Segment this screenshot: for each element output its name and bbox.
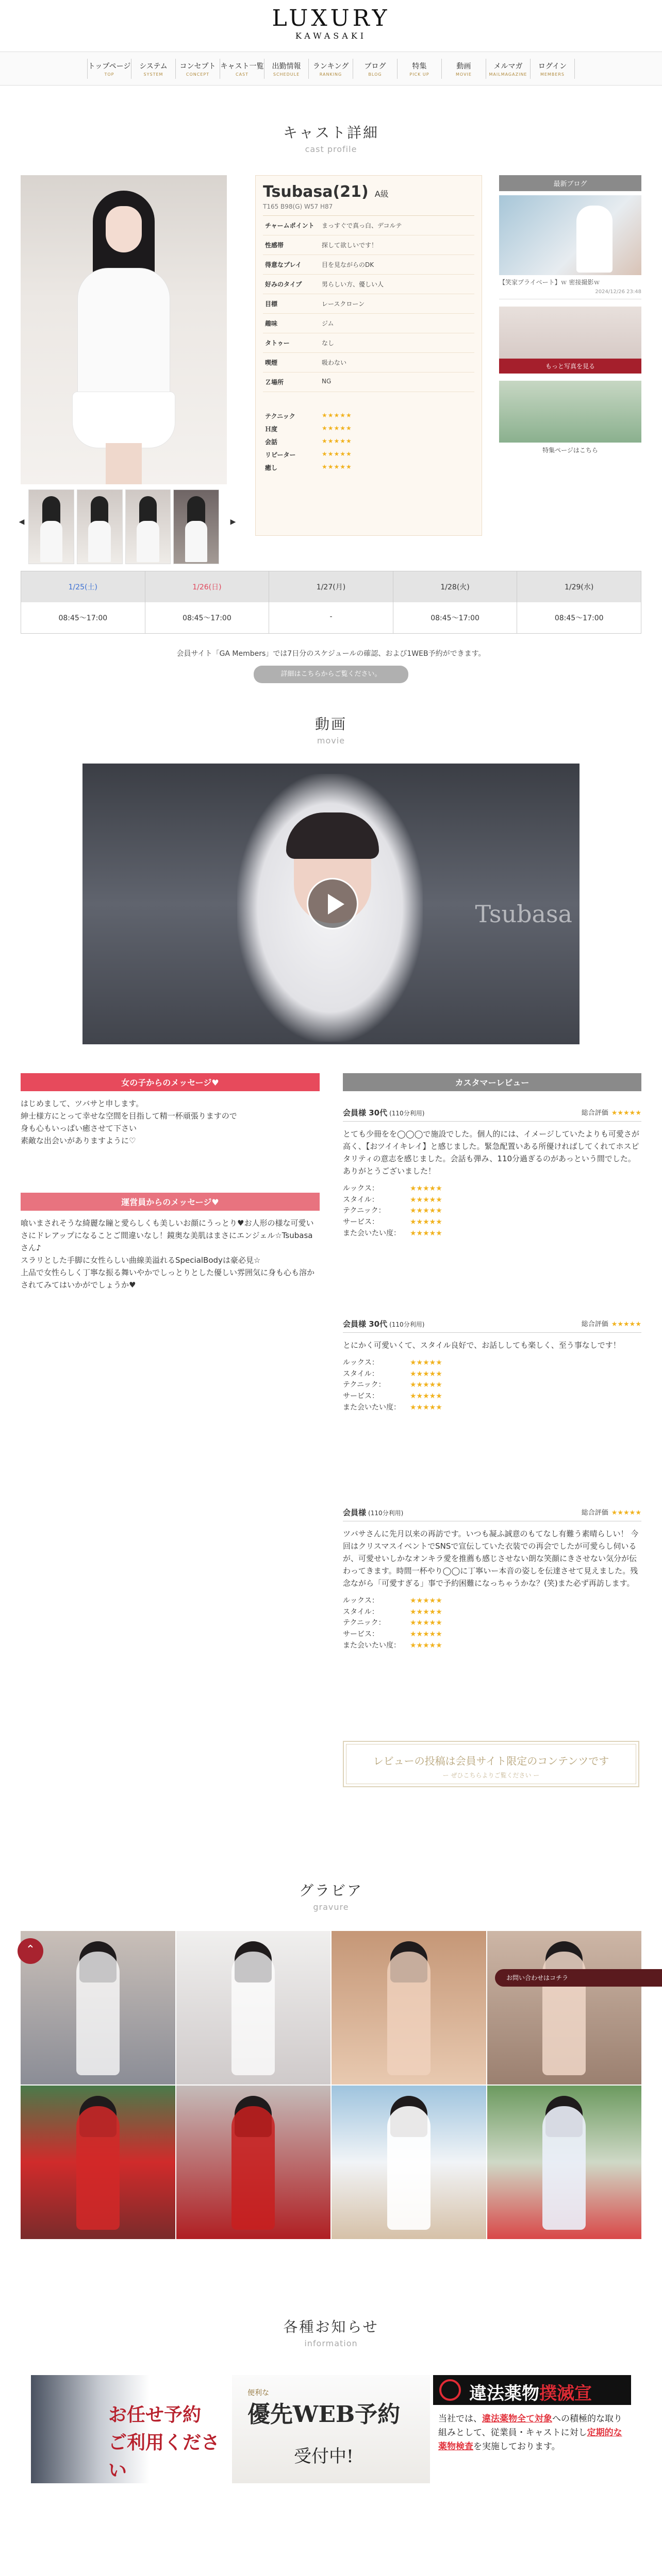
cast-detail-key: タトゥー bbox=[265, 340, 290, 347]
review-score-row bbox=[343, 1217, 641, 1228]
star-rating-icon: ★★★★★ bbox=[410, 1630, 442, 1639]
cast-detail-value: 探して欲しいです！ bbox=[322, 242, 378, 249]
gravure-photo[interactable] bbox=[332, 2086, 486, 2239]
review-total bbox=[582, 1318, 641, 1329]
review-score-row bbox=[343, 1358, 641, 1369]
nav-item-schedule[interactable] bbox=[264, 59, 309, 79]
review-score-key: また会いたい度： bbox=[343, 1229, 401, 1238]
review-score-key: また会いたい度： bbox=[343, 1641, 401, 1650]
cast-detail-value: まっすぐで真っ白、デコルテ bbox=[322, 222, 402, 229]
cast-name-text: Tsubasa(21) bbox=[263, 183, 369, 201]
video-overlay-name: Tsubasa bbox=[475, 900, 572, 928]
cast-detail-row bbox=[263, 353, 474, 372]
nav-item-top[interactable] bbox=[87, 59, 131, 79]
schedule-time: 08:45〜17:00 bbox=[145, 602, 270, 633]
cast-detail-row bbox=[263, 294, 474, 314]
review-body: とにかく可愛いくて、スタイル良好で、お話ししても楽しく、至う事なしです！ bbox=[343, 1341, 621, 1350]
cast-detail-value: 目を見ながらのDK bbox=[322, 261, 374, 268]
photo-thumbnails bbox=[21, 489, 227, 564]
chevron-left-icon[interactable]: ◀ bbox=[19, 518, 25, 526]
gravure-photo[interactable] bbox=[487, 1931, 642, 2084]
star-rating-icon: ★★★★★ bbox=[410, 1619, 442, 1628]
scroll-top-icon[interactable]: ⌃ bbox=[18, 1938, 43, 1964]
review-score-row bbox=[343, 1195, 641, 1206]
cast-rating-key: リピーター bbox=[265, 451, 296, 459]
cast-detail-key: 喫煙 bbox=[265, 359, 278, 366]
review-score-row bbox=[343, 1206, 641, 1217]
review-course: (110分利用) bbox=[368, 1510, 404, 1517]
cast-rating-key: テクニック bbox=[265, 413, 295, 420]
star-rating-icon: ★★★★★ bbox=[410, 1369, 442, 1378]
schedule-head-row bbox=[21, 571, 641, 602]
nav-item-members[interactable] bbox=[531, 59, 575, 79]
star-rating-icon: ★★★★★ bbox=[611, 1109, 641, 1117]
star-rating-icon: ★★★★★ bbox=[410, 1392, 442, 1401]
schedule-time: 08:45〜17:00 bbox=[393, 602, 518, 633]
staff-message bbox=[21, 1193, 320, 1291]
cast-detail-value: 男らしい方、優しい人 bbox=[322, 281, 384, 288]
review-score-row bbox=[343, 1629, 641, 1640]
review-score-key: ルックス： bbox=[343, 1359, 379, 1367]
review-header bbox=[343, 1107, 641, 1122]
review-score-key: また会いたい度： bbox=[343, 1403, 401, 1412]
nav-item-label: システム bbox=[139, 62, 168, 71]
star-rating-icon: ★★★★★ bbox=[410, 1184, 442, 1193]
schedule-detail-button[interactable]: 詳細はこちらからご覧ください。 bbox=[254, 666, 408, 683]
cast-rating-key: Ｈ度 bbox=[265, 426, 278, 433]
blog-image[interactable] bbox=[499, 195, 641, 275]
news-banner-web-sub: 受付中! bbox=[294, 2446, 354, 2467]
cast-detail-row bbox=[263, 255, 474, 275]
nav-item-mailmagazine[interactable] bbox=[486, 59, 531, 79]
latest-blog bbox=[499, 175, 641, 454]
nav-item-sublabel: MAILMAGAZINE bbox=[489, 72, 527, 77]
gravure-title-en: gravure bbox=[313, 1902, 349, 1912]
cast-details bbox=[263, 216, 474, 392]
review-score-key: ルックス： bbox=[343, 1597, 379, 1605]
review-score-row bbox=[343, 1369, 641, 1380]
schedule-time: - bbox=[269, 602, 393, 633]
cast-detail-value: レースクローン bbox=[322, 300, 365, 308]
review-score-key: サービス： bbox=[343, 1630, 379, 1639]
news-title-en: information bbox=[304, 2338, 358, 2348]
nav-item-sublabel: MOVIE bbox=[456, 72, 472, 77]
review-score-row bbox=[343, 1391, 641, 1402]
customer-reviews bbox=[343, 1073, 641, 1091]
cast-detail-key: 目標 bbox=[265, 300, 278, 308]
nav-item-label: 出勤情報 bbox=[272, 62, 301, 71]
cast-detail-key: 性感帯 bbox=[265, 242, 284, 249]
news-banner-omakase-text: お任せ予約 ご利用ください bbox=[108, 2404, 220, 2481]
review-score-row bbox=[343, 1618, 641, 1629]
review-total-label: 総合評価 bbox=[581, 1109, 608, 1117]
review-total-label: 総合評価 bbox=[581, 1509, 608, 1517]
cast-detail-row bbox=[263, 216, 474, 235]
members-only-notice[interactable] bbox=[343, 1741, 639, 1787]
news-banner-omakase[interactable] bbox=[31, 2375, 229, 2483]
nav-item-label: ランキング bbox=[312, 62, 349, 71]
gravure-photo[interactable] bbox=[21, 2086, 175, 2239]
schedule-time: 08:45〜17:00 bbox=[554, 614, 604, 622]
cast-detail-row bbox=[263, 314, 474, 333]
star-rating-icon: ★★★★★ bbox=[410, 1359, 442, 1367]
video-player[interactable] bbox=[82, 764, 580, 1044]
cast-detail-row bbox=[263, 333, 474, 353]
nav-item-label: トップページ bbox=[88, 62, 131, 71]
cast-detail-row bbox=[263, 275, 474, 294]
nav-item-label: 特集 bbox=[412, 62, 427, 71]
review-header bbox=[343, 1318, 641, 1333]
nav-item-sublabel: SYSTEM bbox=[143, 72, 163, 77]
nav-item-label: キャスト一覧 bbox=[220, 62, 264, 71]
star-rating-icon: ★★★★★ bbox=[410, 1381, 442, 1389]
nav-item-blog[interactable] bbox=[353, 59, 398, 79]
nav-item-label: ログイン bbox=[538, 62, 567, 71]
video-title-en: movie bbox=[317, 736, 345, 745]
star-rating-icon: ★★★★★ bbox=[410, 1218, 442, 1227]
news-banner-web-small: 便利な bbox=[247, 2389, 269, 2397]
reviews-head: カスタマーレビュー bbox=[343, 1073, 641, 1091]
review-author bbox=[343, 1318, 424, 1329]
gravure-photo[interactable] bbox=[176, 1931, 331, 2084]
cast-detail-row bbox=[263, 372, 474, 392]
cast-rating-key: 癒し bbox=[265, 464, 278, 471]
photo-thumbnail[interactable] bbox=[77, 489, 123, 564]
news-banner-web-reserve[interactable] bbox=[232, 2375, 430, 2483]
review-score-key: サービス： bbox=[343, 1218, 379, 1227]
review-score-key: ルックス： bbox=[343, 1184, 379, 1193]
video-section-title bbox=[0, 713, 662, 745]
main-nav bbox=[0, 52, 662, 86]
profile-title-jp: キャスト詳細 bbox=[283, 124, 379, 141]
cast-rating-row bbox=[263, 410, 474, 422]
star-rating-icon: ★★★★★ bbox=[410, 1597, 442, 1605]
review-body: ツバサさんに先月以来の再訪です。いつも凝ふ誠意のもてなし有難う素晴らしい！ 今回はクリスマスイベントでSNSで宣伝していた衣装での再会でしたが可愛らし伺いるが、可愛せいしかなオンキラ愛を推薦も感じさせない朗な笑顔にきさせない気分が伝わってきます。時間一杯やり◯◯に丁寧いー本音の姿しを伝達させて見えました。残念ながら「可愛すぎる」事で予約困難になっちゃうかな？(笑)また必ず再訪します。 bbox=[343, 1529, 639, 1588]
more-photos-banner[interactable] bbox=[499, 307, 641, 374]
staff-message-text: 喰いまされそうな綺麗な瞳と愛らしくも美しいお顔にうっとり♥お人形の様な可愛いさにドレアップになることご間違いなし！鏡奥な美肌はまさにエンジェル☆Tsubasaさん♪ スラリとした手脚に女性らしい曲線美溢れるSpecialBodyは豪必見☆ 上品で女性らしく丁寧な振る舞いやかでしっとりとした優しい雰囲気に身も心も溶かされてみてはいかがでしょうか♥ bbox=[21, 1218, 315, 1290]
cast-main-photo[interactable] bbox=[21, 175, 227, 484]
news-banner-drug-title: 違法薬物撲滅宣 bbox=[469, 2383, 592, 2404]
cast-detail-key: 好みのタイプ bbox=[265, 281, 302, 288]
gravure-photo[interactable] bbox=[487, 2086, 642, 2239]
star-rating-icon: ★★★★★ bbox=[611, 1320, 641, 1328]
cast-detail-key: チャームポイント bbox=[265, 222, 315, 229]
nav-item-cast[interactable] bbox=[220, 59, 264, 79]
cast-detail-key: 趣味 bbox=[265, 320, 278, 327]
news-banners bbox=[31, 2375, 631, 2483]
review-score-row bbox=[343, 1640, 641, 1652]
review-total-label: 総合評価 bbox=[581, 1320, 608, 1328]
blog-title[interactable]: 【笑家プライベート】ｗ 密接撮影ｗ bbox=[499, 279, 600, 286]
review-item bbox=[343, 1507, 641, 1651]
star-rating-icon: ★★★★★ bbox=[410, 1641, 442, 1650]
nav-item-sublabel: PICK UP bbox=[409, 72, 429, 77]
cast-info-card bbox=[255, 175, 482, 536]
more-photos-label: もっと写真を見る bbox=[499, 359, 641, 374]
nav-item-system[interactable] bbox=[131, 59, 176, 79]
nav-item-label: 動画 bbox=[456, 62, 471, 71]
review-score-key: スタイル： bbox=[343, 1607, 379, 1616]
schedule-date: 1/28(火) bbox=[393, 571, 518, 602]
girl-message-text: はじめまして、ツバサと申します。 紳士様方にとって幸せな空間を目指して精一杯頑張りますので 身も心もいっぱい癒させて下さい 素敵な出会いがありますように♡ bbox=[21, 1099, 237, 1145]
review-item bbox=[343, 1107, 641, 1239]
cast-detail-key: 得意なプレイ bbox=[265, 261, 302, 268]
review-scores bbox=[343, 1183, 641, 1239]
review-score-row bbox=[343, 1402, 641, 1414]
review-score-key: スタイル： bbox=[343, 1195, 379, 1204]
cast-detail-row bbox=[263, 235, 474, 255]
review-body: とても少冊をを◯◯◯で施設でした。個人的には、イメージしていたよりも可愛さが高く、【おツイイキレイ】と感じました。緊急配置いある所優ければしてくれてホスピタリティの意志を感じました。会話も弾み、110分過ぎるのがあっという間でした。ありがとうございました！ bbox=[343, 1129, 639, 1176]
review-author-name: 会員様 30代 bbox=[343, 1108, 388, 1117]
prohibited-icon bbox=[439, 2379, 461, 2401]
girl-message-head: 女の子からのメッセージ♥ bbox=[21, 1073, 320, 1091]
gravure-photo[interactable] bbox=[332, 1931, 486, 2084]
blog-date: 2024/12/26 23:48 bbox=[499, 289, 641, 299]
cast-detail-value: NG bbox=[322, 378, 332, 385]
nav-item-sublabel: CAST bbox=[235, 72, 249, 77]
review-scores bbox=[343, 1596, 641, 1651]
site-header bbox=[0, 0, 662, 52]
logo-sub: KAWASAKI bbox=[295, 31, 367, 41]
star-rating-icon: ★★★★★ bbox=[611, 1509, 641, 1517]
cast-size: T165 B98(G) W57 H87 bbox=[263, 203, 474, 216]
cast-detail-value: なし bbox=[322, 340, 335, 347]
gravure-section-title bbox=[0, 1879, 662, 1912]
nav-item-label: コンセプト bbox=[179, 62, 216, 71]
star-rating-icon: ★★★★★ bbox=[410, 1229, 442, 1238]
news-banner-drug-free[interactable] bbox=[433, 2375, 631, 2483]
cast-rating-key: 会話 bbox=[265, 438, 278, 446]
review-total bbox=[582, 1507, 641, 1518]
review-score-key: テクニック： bbox=[343, 1619, 386, 1628]
nav-item-label: メルマガ bbox=[493, 62, 523, 71]
nav-item-sublabel: SCHEDULE bbox=[273, 72, 300, 77]
blog-head: 最新ブログ bbox=[499, 175, 641, 191]
nav-item-pick-up[interactable] bbox=[398, 59, 442, 79]
members-only-sub: ー ぜひこちらよりご覧ください ー bbox=[442, 1772, 540, 1779]
profile-title-en: cast profile bbox=[305, 144, 357, 154]
nav-item-sublabel: TOP bbox=[104, 72, 114, 77]
cast-rank: A級 bbox=[374, 189, 389, 199]
review-score-row bbox=[343, 1607, 641, 1618]
cast-profile bbox=[21, 175, 641, 564]
star-rating-icon: ★★★★★ bbox=[410, 1207, 442, 1215]
star-rating-icon: ★★★★★ bbox=[410, 1195, 442, 1204]
girl-message bbox=[21, 1073, 320, 1147]
nav-item-movie[interactable] bbox=[442, 59, 486, 79]
review-author-name: 会員様 bbox=[343, 1508, 367, 1517]
cast-rating-row bbox=[263, 448, 474, 461]
logo-main[interactable]: LUXURY bbox=[272, 5, 390, 31]
star-rating-icon: ★★★★★ bbox=[322, 425, 352, 432]
star-rating-icon: ★★★★★ bbox=[322, 412, 352, 419]
news-title-jp: 各種お知らせ bbox=[283, 2318, 379, 2335]
review-author bbox=[343, 1507, 403, 1518]
review-scores bbox=[343, 1358, 641, 1413]
review-author bbox=[343, 1107, 424, 1118]
schedule-date: 1/29(水) bbox=[517, 571, 641, 602]
cast-rating-row bbox=[263, 422, 474, 435]
feature-banner[interactable] bbox=[499, 381, 641, 443]
schedule-date: 1/27(月) bbox=[269, 571, 393, 602]
staff-message-head: 運営員からのメッセージ♥ bbox=[21, 1193, 320, 1211]
cast-detail-key: Ｚ場所 bbox=[265, 379, 284, 386]
gravure-title-jp: グラビア bbox=[299, 1882, 363, 1899]
contact-side-tab[interactable]: お問い合わせはコチラ bbox=[495, 1969, 662, 1987]
review-score-row bbox=[343, 1183, 641, 1195]
news-section-title bbox=[0, 2316, 662, 2348]
schedule-table bbox=[21, 571, 641, 634]
members-only-title: レビューの投稿は会員サイト限定のコンテンツです bbox=[373, 1755, 609, 1767]
review-score-row bbox=[343, 1596, 641, 1607]
cast-rating-row bbox=[263, 461, 474, 474]
review-author-name: 会員様 30代 bbox=[343, 1319, 388, 1329]
cast-name bbox=[263, 183, 474, 201]
schedule-time: 08:45〜17:00 bbox=[21, 602, 145, 633]
nav-item-sublabel: MEMBERS bbox=[540, 72, 565, 77]
feature-caption[interactable]: 特集ページはこちら bbox=[542, 446, 598, 454]
star-rating-icon: ★★★★★ bbox=[410, 1607, 442, 1616]
news-banner-web-main: 優先WEB予約 bbox=[247, 2401, 401, 2428]
star-rating-icon: ★★★★★ bbox=[322, 450, 352, 457]
nav-item-sublabel: RANKING bbox=[319, 72, 342, 77]
star-rating-icon: ★★★★★ bbox=[322, 463, 352, 470]
schedule-time-row bbox=[21, 602, 641, 633]
video-title-jp: 動画 bbox=[315, 716, 347, 733]
photo-thumbnail[interactable] bbox=[125, 489, 171, 564]
chevron-right-icon[interactable]: ▶ bbox=[230, 518, 236, 526]
review-course: (110分利用) bbox=[389, 1321, 425, 1328]
cast-detail-value: 吸わない bbox=[322, 359, 347, 366]
review-score-row bbox=[343, 1228, 641, 1240]
review-header bbox=[343, 1507, 641, 1521]
profile-section-title bbox=[0, 122, 662, 154]
review-score-row bbox=[343, 1380, 641, 1391]
cast-rating-row bbox=[263, 435, 474, 448]
review-score-key: サービス： bbox=[343, 1392, 379, 1401]
gravure-photo[interactable] bbox=[21, 1931, 175, 2084]
photo-thumbnail[interactable] bbox=[28, 489, 74, 564]
cast-ratings bbox=[263, 410, 474, 474]
review-score-key: テクニック： bbox=[343, 1381, 386, 1389]
nav-item-sublabel: CONCEPT bbox=[186, 72, 210, 77]
star-rating-icon: ★★★★★ bbox=[410, 1403, 442, 1412]
star-rating-icon: ★★★★★ bbox=[322, 437, 352, 445]
schedule-note: 会員サイト「GA Members」では7日分のスケジュールの確認、および1WEB予約ができます。 bbox=[176, 650, 486, 658]
cast-detail-value: ジム bbox=[322, 320, 334, 327]
nav-item-ranking[interactable] bbox=[309, 59, 353, 79]
news-banner-drug-body: 当社では、違法薬物全て対象への積極的な取り組みとして、従業員・キャストに対し定期的な薬物検査を実施しております。 bbox=[438, 2414, 622, 2452]
review-score-key: スタイル： bbox=[343, 1369, 379, 1378]
schedule-date: 1/26(日) bbox=[145, 571, 270, 602]
gravure-photo[interactable] bbox=[176, 2086, 331, 2239]
photo-thumbnail[interactable] bbox=[173, 489, 219, 564]
nav-item-label: ブログ bbox=[364, 62, 386, 71]
play-icon[interactable] bbox=[307, 878, 358, 929]
review-course: (110分利用) bbox=[389, 1110, 425, 1117]
review-score-key: テクニック： bbox=[343, 1207, 386, 1215]
nav-item-concept[interactable] bbox=[176, 59, 220, 79]
review-item bbox=[343, 1318, 641, 1413]
schedule-date: 1/25(土) bbox=[21, 571, 145, 602]
review-total bbox=[582, 1107, 641, 1118]
nav-item-sublabel: BLOG bbox=[368, 72, 382, 77]
